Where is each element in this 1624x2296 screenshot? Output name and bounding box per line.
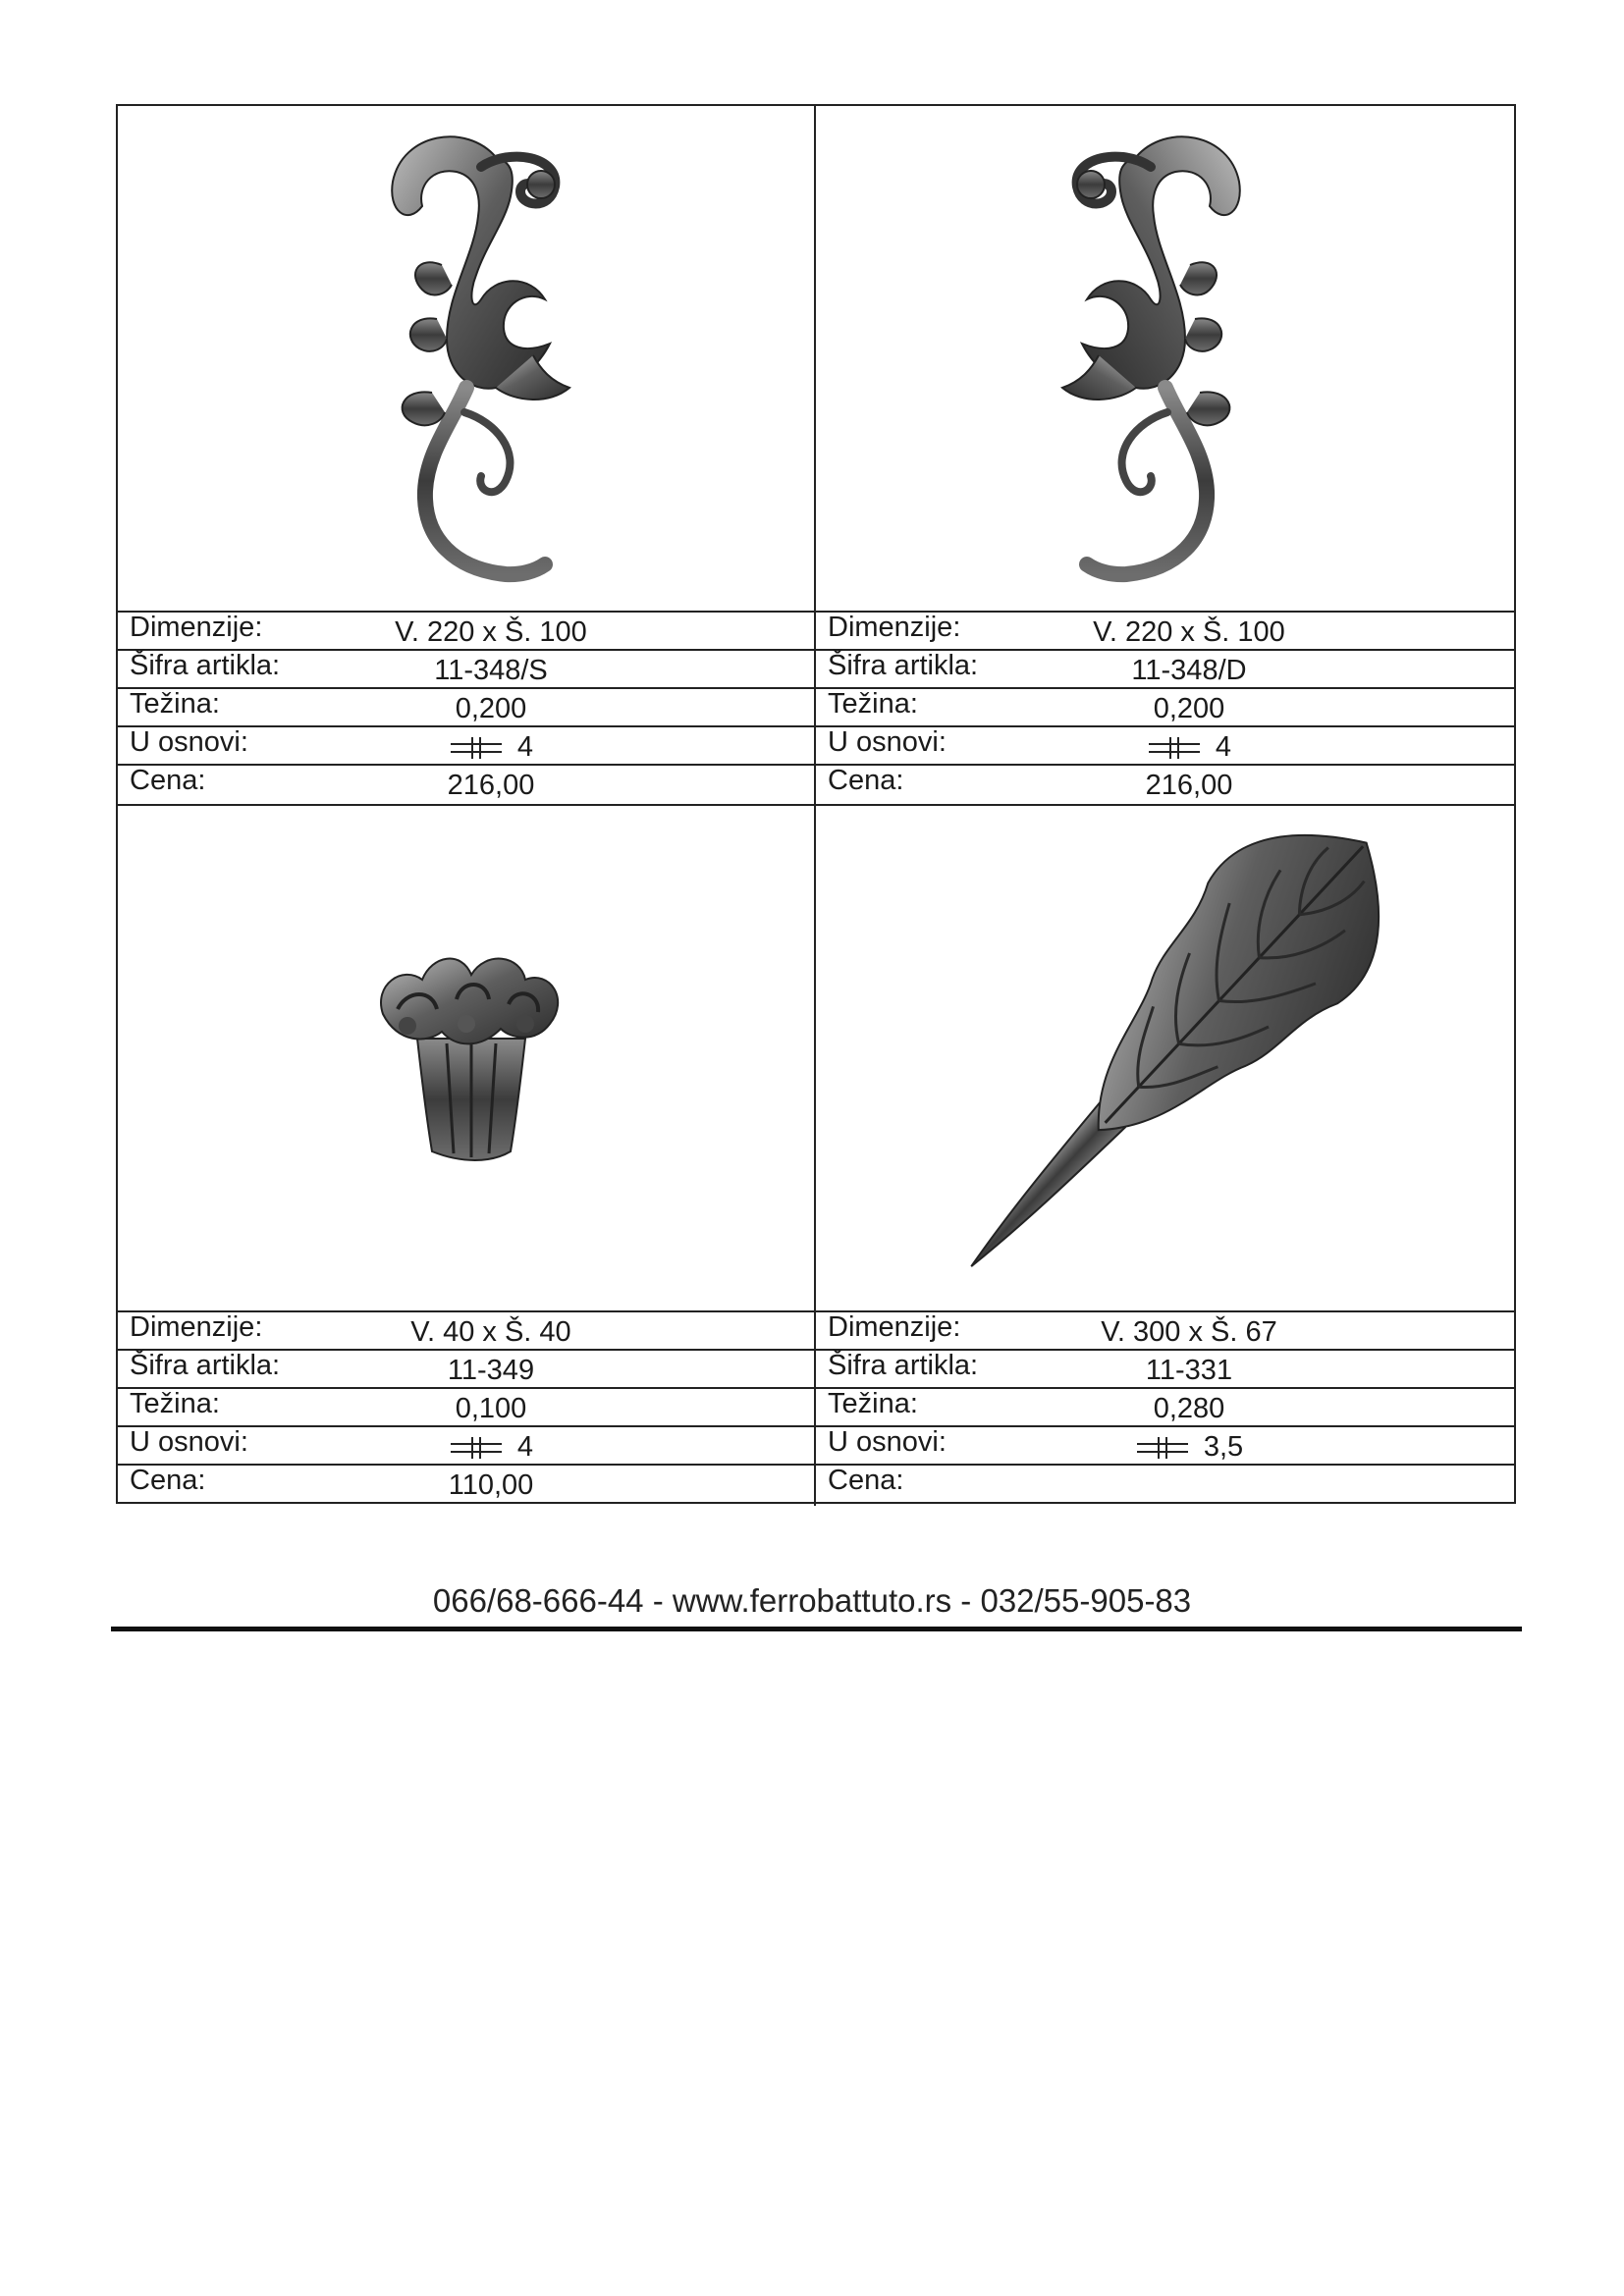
spec-label: Težina: bbox=[828, 688, 918, 720]
spec-row-dimensions bbox=[816, 613, 1514, 651]
spec-row-price bbox=[118, 766, 814, 804]
spec-value: 11-331 bbox=[1145, 1355, 1233, 1386]
base-size-value: 3,5 bbox=[1203, 1431, 1244, 1463]
spec-value: 11-348/S bbox=[434, 655, 548, 686]
spec-row-article-code bbox=[816, 1351, 1514, 1389]
spec-value: V. 300 x Š. 67 bbox=[1101, 1316, 1277, 1348]
spec-value: 216,00 bbox=[1145, 770, 1233, 801]
spec-row-weight bbox=[816, 689, 1514, 727]
product-card bbox=[118, 806, 816, 1506]
spec-value: 11-348/D bbox=[1131, 655, 1247, 686]
spec-value: 0,200 bbox=[455, 693, 527, 724]
square-bar-icon bbox=[449, 736, 504, 760]
spec-row-price bbox=[816, 1466, 1514, 1504]
spec-label: Težina: bbox=[828, 1388, 918, 1419]
spec-label: Šifra artikla: bbox=[828, 650, 979, 681]
spec-value bbox=[1061, 1428, 1317, 1467]
spec-value: 216,00 bbox=[447, 770, 535, 801]
spec-row-weight bbox=[118, 689, 814, 727]
spec-row-article-code bbox=[816, 651, 1514, 689]
acanthus-scroll-right-icon bbox=[1048, 128, 1283, 589]
spec-row-weight bbox=[816, 1389, 1514, 1427]
base-size-value: 4 bbox=[516, 1431, 534, 1463]
spec-label: Dimenzije: bbox=[828, 612, 961, 643]
spec-value bbox=[363, 728, 619, 767]
spec-label: Šifra artikla: bbox=[130, 1350, 281, 1381]
acanthus-scroll-left-icon bbox=[349, 128, 584, 589]
spec-label: U osnovi: bbox=[130, 726, 248, 758]
spec-table bbox=[118, 1310, 814, 1506]
long-leaf-icon bbox=[891, 813, 1440, 1304]
spec-label: Dimenzije: bbox=[828, 1311, 961, 1343]
spec-value: 0,280 bbox=[1153, 1393, 1225, 1424]
product-card bbox=[816, 806, 1514, 1506]
base-size-value: 4 bbox=[1215, 731, 1232, 763]
spec-value: V. 220 x Š. 100 bbox=[1093, 616, 1285, 648]
spec-label: U osnovi: bbox=[828, 726, 947, 758]
spec-label: Cena: bbox=[130, 1465, 206, 1496]
spec-value: V. 40 x Š. 40 bbox=[410, 1316, 571, 1348]
footer-contact: 066/68-666-44 - www.ferrobattuto.rs - 032/55-905-83 bbox=[432, 1582, 1192, 1619]
spec-label: Težina: bbox=[130, 1388, 220, 1419]
spec-value: 110,00 bbox=[448, 1469, 534, 1501]
square-bar-icon bbox=[1135, 1436, 1190, 1460]
square-bar-icon bbox=[449, 1436, 504, 1460]
square-bar-icon bbox=[1147, 736, 1202, 760]
spec-value: V. 220 x Š. 100 bbox=[395, 616, 587, 648]
spec-label: Cena: bbox=[828, 1465, 904, 1496]
product-card bbox=[118, 106, 816, 806]
product-image bbox=[816, 806, 1514, 1310]
spec-label: Šifra artikla: bbox=[130, 650, 281, 681]
spec-row-article-code bbox=[118, 1351, 814, 1389]
spec-row-article-code bbox=[118, 651, 814, 689]
spec-value: 11-349 bbox=[447, 1355, 535, 1386]
spec-value bbox=[1061, 728, 1317, 767]
product-image bbox=[118, 106, 814, 611]
product-image bbox=[118, 806, 814, 1310]
spec-row-base bbox=[816, 727, 1514, 766]
flower-cup-icon bbox=[363, 945, 569, 1171]
spec-row-dimensions bbox=[118, 1312, 814, 1351]
product-card bbox=[816, 106, 1514, 806]
spec-label: Dimenzije: bbox=[130, 612, 263, 643]
spec-label: Težina: bbox=[130, 688, 220, 720]
spec-row-price bbox=[816, 766, 1514, 804]
spec-value bbox=[363, 1428, 619, 1467]
footer-divider bbox=[111, 1627, 1522, 1631]
spec-label: Dimenzije: bbox=[130, 1311, 263, 1343]
spec-row-dimensions bbox=[816, 1312, 1514, 1351]
spec-row-base bbox=[118, 727, 814, 766]
product-grid bbox=[116, 104, 1516, 1504]
spec-row-weight bbox=[118, 1389, 814, 1427]
spec-table bbox=[118, 611, 814, 804]
spec-table bbox=[816, 611, 1514, 804]
spec-label: Cena: bbox=[130, 765, 206, 796]
base-size-value: 4 bbox=[516, 731, 534, 763]
product-image bbox=[816, 106, 1514, 611]
spec-label: Šifra artikla: bbox=[828, 1350, 979, 1381]
spec-label: U osnovi: bbox=[828, 1426, 947, 1458]
spec-value: 0,100 bbox=[455, 1393, 527, 1424]
spec-row-price bbox=[118, 1466, 814, 1504]
spec-row-base bbox=[816, 1427, 1514, 1466]
spec-row-base bbox=[118, 1427, 814, 1466]
spec-row-dimensions bbox=[118, 613, 814, 651]
spec-label: U osnovi: bbox=[130, 1426, 248, 1458]
spec-table bbox=[816, 1310, 1514, 1506]
spec-label: Cena: bbox=[828, 765, 904, 796]
spec-value: 0,200 bbox=[1153, 693, 1225, 724]
